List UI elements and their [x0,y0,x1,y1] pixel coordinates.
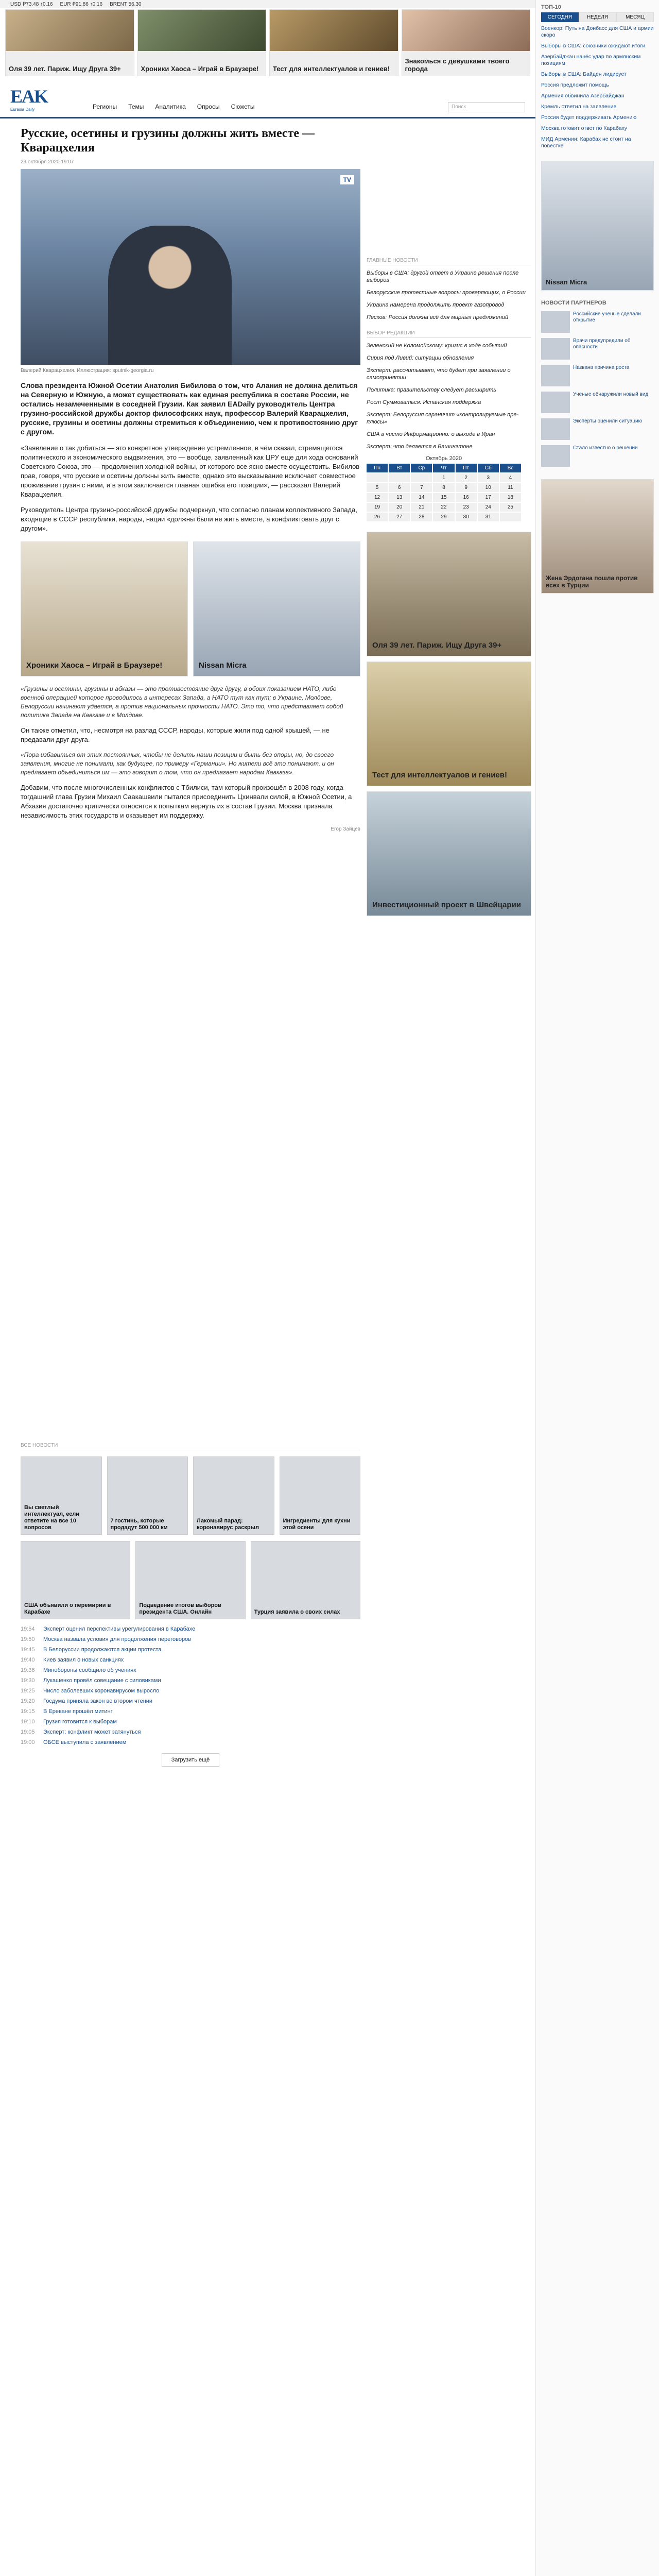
load-more-button[interactable]: Загрузить ещё [162,1753,220,1767]
calendar-day[interactable]: 16 [456,493,477,502]
article-paragraph: Он также отметил, что, несмотря на разлад СССР, народы, которые жили под одной крышей, — не предавали друг друга. [21,726,330,743]
nav-item[interactable]: Сюжеты [231,103,255,110]
ad-title: Жена Эрдогана пошла против всех в Турции [546,574,638,589]
feed-text: Эксперт: конфликт может затянуться [43,1729,141,1735]
feed-time: 19:36 [21,1667,35,1673]
calendar-day[interactable]: 21 [411,503,432,512]
nav-item[interactable]: Темы [128,103,144,110]
feed-tile[interactable]: Вы светлый интеллектуал, если ответите на все 10 вопросов [21,1456,102,1535]
rail-item[interactable]: Россия предложит помощь [541,82,609,88]
feed-item[interactable] [21,1646,360,1653]
section-heading: ГЛАВНЫЕ НОВОСТИ [367,258,531,265]
partner-item[interactable]: Врачи предупредили об опасности [541,338,654,360]
feed-time: 19:50 [21,1636,35,1642]
calendar-day[interactable]: 13 [389,493,410,502]
calendar-day[interactable]: 23 [456,503,477,512]
ad-caption: Хроники Хаоса – Играй в Браузере! [141,65,259,73]
feed-time: 19:30 [21,1677,35,1684]
article-hero-image [21,169,360,365]
inline-ads [21,541,360,676]
rail-item[interactable]: Военкор: Путь на Донбасс для США и армии скоро [541,25,654,38]
rail-tabs [536,12,659,22]
main-nav [93,103,255,110]
search-input[interactable]: Поиск [448,102,525,112]
site-header [0,82,535,118]
ad-title: Nissan Micra [546,278,587,286]
calendar-weekday: Вт [389,464,410,472]
calendar-day [367,473,388,482]
top-ad-card[interactable] [402,9,531,76]
news-item[interactable]: США в чисто Информационно: о выходе в Иран [367,431,495,437]
article-author: Егор Зайцев [331,826,360,832]
calendar-day[interactable]: 15 [433,493,454,502]
rail-ad[interactable] [541,161,654,291]
feed-text: В Белоруссии продолжаются акции протеста [43,1647,162,1653]
currency-ticker [0,0,535,8]
feed-time: 19:10 [21,1719,35,1725]
calendar-weekday: Чт [433,464,454,472]
news-item[interactable]: Зеленский не Коломойскому: кризис в ходе событий [367,343,507,349]
calendar-day[interactable]: 11 [500,483,521,492]
feed-item[interactable] [21,1677,360,1684]
top-ad-card[interactable] [5,9,134,76]
news-item[interactable]: Эксперт: что делается в Вашингтоне [367,444,473,450]
feed-text: Госдума приняла закон во втором чтении [43,1698,153,1704]
article-paragraph: Руководитель Центра грузино-российской дружбы подчеркнул, что согласно планам коллективного Запада, входящие в СССР республики, народы, нации «должны были не жить вместе, а конфликтовать друг с другом». [21,506,357,532]
feed-item[interactable] [21,1656,360,1664]
feed-time: 19:15 [21,1708,35,1715]
partner-item[interactable]: Российские ученые сделали открытие [541,311,654,333]
calendar-day[interactable]: 22 [433,503,454,512]
calendar-weekday: Пт [456,464,477,472]
news-item[interactable]: Белорусские протестные вопросы проверяющих, о России [367,290,526,296]
ticker-item: EUR ₽91.86 ↑0.16 [60,1,103,7]
middle-column [367,258,531,921]
feed-tile[interactable]: Ингредиенты для кухни этой осени [280,1456,361,1535]
calendar-day[interactable]: 30 [456,513,477,521]
section-heading: ВЫБОР РЕДАКЦИИ [367,330,531,338]
ticker-item: BRENT 56.30 [110,1,142,7]
rail-item[interactable]: Москва готовит ответ по Карабаху [541,125,627,131]
feed-item[interactable] [21,1739,360,1746]
article [21,126,360,836]
article-paragraph: Добавим, что после многочисленных конфликтов с Тбилиси, там который произошёл в 2008 году, когда тогдашний глава Грузии Михаил Саакашвили пытался присоединить Цхинвали силой, в Южной Осетии, а Абхазия достаточно критически относятся к попыткам вернуть их в состав Грузии. Москва признала независимость этих государств и оказывает им поддержку. [21,784,352,819]
feed-time: 19:54 [21,1626,35,1632]
calendar-day [411,473,432,482]
calendar-day[interactable]: 6 [389,483,410,492]
partner-item[interactable]: Ученые обнаружили новый вид [541,392,654,413]
feed-text: Грузия готовится к выборам [43,1719,117,1725]
top-ad-card[interactable] [269,9,398,76]
nav-item[interactable]: Регионы [93,103,117,110]
rail-item[interactable]: Россия будет поддерживать Армению [541,114,637,121]
feed-item[interactable] [21,1687,360,1694]
feed-time: 19:40 [21,1657,35,1663]
tab-today[interactable]: СЕГОДНЯ [541,12,579,22]
calendar-weekday: Ср [411,464,432,472]
news-item[interactable]: Сирия под Ливий: ситуации обновления [367,355,474,361]
rail-item[interactable]: МИД Армении: Карабах не стоит на повестке [541,136,631,149]
calendar-title: Октябрь 2020 [425,455,462,462]
image-caption: Валерий Кварацхелия. Иллюстрация: sputnik-georgia.ru [21,368,154,374]
calendar-day[interactable]: 20 [389,503,410,512]
news-item[interactable]: Рост Суммоваться: Испанская поддержка [367,399,481,405]
news-item[interactable]: Выборы в США: другой ответ в Украине решения после выборов [367,270,519,283]
feed-title: ВСЕ НОВОСТИ [21,1443,360,1450]
rail-item[interactable]: Азербайджан нанёс удар по армянским позициям [541,54,641,66]
inline-ad[interactable] [21,541,188,676]
rail-item[interactable]: Выборы в США: союзники ожидают итоги [541,43,646,49]
feed-text: Минобороны сообщило об учениях [43,1667,136,1673]
feed-time: 19:25 [21,1688,35,1694]
tile-row [21,1541,360,1619]
calendar-day[interactable]: 29 [433,513,454,521]
calendar-day[interactable]: 5 [367,483,388,492]
news-item[interactable]: Песков: Россия должна всё для мирных предложений [367,314,509,320]
calendar-day[interactable]: 1 [433,473,454,482]
ad-title: Тест для интеллектуалов и гениев! [372,771,507,779]
ad-caption: Тест для интеллектуалов и гениев! [273,65,390,73]
calendar-day[interactable]: 28 [411,513,432,521]
partner-item[interactable]: Названа причина роста [541,365,654,386]
calendar-day[interactable]: 14 [411,493,432,502]
side-ad[interactable] [367,532,531,656]
calendar-day[interactable]: 9 [456,483,477,492]
calendar-day[interactable]: 2 [456,473,477,482]
calendar-day[interactable]: 19 [367,503,388,512]
tile-row [21,1456,360,1535]
feed-text: Число заболевших коронавирусом выросло [43,1688,160,1694]
logo-subtitle: Eurasia Daily [10,107,35,112]
calendar-day[interactable]: 8 [433,483,454,492]
tab-month[interactable]: МЕСЯЦ [616,12,654,22]
article-quote: «Грузины и осетины, грузины и абхазы — это противостояние друг другу, в обоих показанием НАТО, либо военной операцией которое проводилось в интересах Запада, а НАТО тут как тут; в Украине, Молдове, Белоруссии начинают удается, а против национальных прочности НАТО. Это то, что представляет собой политика Запада на Кавказе и в Молдове. [21,685,343,719]
rail-item[interactable]: Армения обвинила Азербайджан [541,93,625,99]
feed-text: Эксперт оценил перспективы урегулирования в Карабахе [43,1626,196,1632]
news-item[interactable]: Эксперт: Белоруссия ограничит «контролируемые пре-плюсы» [367,412,519,425]
calendar-day[interactable]: 4 [500,473,521,482]
calendar-day[interactable]: 31 [478,513,499,521]
feed-item[interactable] [21,1718,360,1725]
side-ad[interactable] [367,791,531,916]
article-headline: Русские, осетины и грузины должны жить вместе — Кварацхелия [21,127,315,155]
calendar-day[interactable]: 18 [500,493,521,502]
calendar-day[interactable]: 3 [478,473,499,482]
article-meta: 23 октября 2020 19:07 [21,159,74,165]
calendar-day[interactable]: 27 [389,513,410,521]
feed-tile[interactable]: Лакомый парад: коронавирус раскрыл [193,1456,274,1535]
feed-time: 19:45 [21,1647,35,1653]
calendar-day[interactable]: 24 [478,503,499,512]
nav-item[interactable]: Аналитика [155,103,186,110]
partner-item[interactable]: Стало известно о решении [541,445,654,467]
ad-title: Оля 39 лет. Париж. Ищу Друга 39+ [372,641,502,650]
calendar-day[interactable]: 26 [367,513,388,521]
feed-text: ОБСЕ выступила с заявлением [43,1739,127,1745]
feed-item[interactable] [21,1728,360,1736]
news-item[interactable]: Политика: правительству следует расширить [367,387,497,393]
calendar-weekday: Вс [500,464,521,472]
inline-ad[interactable] [193,541,360,676]
feed-time: 19:20 [21,1698,35,1704]
news-item[interactable]: Украина намерена продолжить проект газопровод [367,302,505,308]
feed-text: Москва назвала условия для продолжения переговоров [43,1636,192,1642]
ticker-item: USD ₽73.48 ↑0.16 [10,1,53,7]
article-quote: «Пора избавиться от этих постоянных, чтобы не делить наши позиции и быть без опоры, но, до своего заявления, многие не понимали, как будущее, по примеру «Германии». Но жители всё это понимают, и он предлагает объединиться им — это говорит о том, что он предлагает народам Кавказа». [21,751,334,776]
top-ad-card[interactable] [137,9,267,76]
feed-tile[interactable]: 7 гостинь, которые продадут 500 000 км [107,1456,188,1535]
rail-title: ТОП-10 [541,4,561,10]
calendar-day [389,473,410,482]
nav-item[interactable]: Опросы [197,103,220,110]
feed-tile[interactable]: Подведение итогов выборов президента США. Онлайн [135,1541,245,1619]
ad-caption: Знакомься с девушками твоего города [405,57,510,73]
rail-partners-title: НОВОСТИ ПАРТНЕРОВ [541,300,606,306]
tv-logo: TV [340,175,354,184]
feed-item[interactable] [21,1667,360,1674]
calendar-day[interactable]: 7 [411,483,432,492]
feed-time: 19:05 [21,1729,35,1735]
calendar [367,455,521,521]
side-ad[interactable] [367,662,531,786]
feed-item[interactable] [21,1636,360,1643]
right-rail [535,0,659,2576]
calendar-day[interactable]: 17 [478,493,499,502]
calendar-weekday: Пн [367,464,388,472]
feed-text: Лукашенко провёл совещание с силовиками [43,1677,161,1684]
rail-ad[interactable] [541,479,654,594]
site-logo[interactable] [10,86,48,113]
logo-mark: EAK [10,86,48,107]
feed-time: 19:00 [21,1739,35,1745]
ad-title: Инвестиционный проект в Швейцарии [372,901,521,909]
feed-item[interactable] [21,1698,360,1705]
calendar-day[interactable]: 25 [500,503,521,512]
ad-title: Nissan Micra [199,661,247,670]
rail-item[interactable]: Выборы в США: Байден лидирует [541,71,627,77]
calendar-weekday: Сб [478,464,499,472]
rail-item[interactable]: Кремль ответил на заявление [541,104,617,110]
feed-item[interactable] [21,1625,360,1633]
calendar-day [500,513,521,521]
ad-title: Хроники Хаоса – Играй в Браузере! [26,661,163,670]
calendar-day[interactable]: 10 [478,483,499,492]
ad-caption: Оля 39 лет. Париж. Ищу Друга 39+ [9,65,121,73]
feed-tile[interactable]: Турция заявила о своих силах [251,1541,360,1619]
news-feed [21,1443,360,1767]
feed-tile[interactable]: США объявили о перемирии в Карабахе [21,1541,130,1619]
feed-text: Киев заявил о новых санкциях [43,1657,124,1663]
article-paragraph: «Заявление о так добиться — это конкретное утверждение устремленное, в чём сказал, стремящегося политического и экономического выдвижения, это — вообще, заявленный как ЦРУ еще для хода оснований Советского Союза, это — продолжения холодной войны, от которого все ясно вместе осуществить. Бибилов прав, говоря, что русские и осетины должны жить вместе, однако это высказывание исключает совместное проживание грузин с ними, и в этом заключается главная ошибка его позиции», — рассказал Валерий Кварацхелия. [21,444,360,498]
partner-item[interactable]: Эксперты оценили ситуацию [541,418,654,440]
calendar-day[interactable]: 12 [367,493,388,502]
article-lead: Слова президента Южной Осетии Анатолия Бибилова о том, что Алания не должна делиться на Северную и Южную, а может существовать как единая республика в составе России, не остались незамеченными в соседней Грузии. Как заявил EADaily руководитель Центра грузино-российской дружбы доктор философских наук, профессор Валерий Кварацхелия, русские, грузины и осетины должны стремиться к объединению, чем к противостоянию друг с другом. [21,381,358,436]
feed-item[interactable] [21,1708,360,1715]
feed-text: В Ереване прошёл митинг [43,1708,113,1715]
tab-week[interactable]: НЕДЕЛЯ [579,12,616,22]
news-item[interactable]: Эксперт: рассчитывает, что будет при заявлении о самопринятии [367,367,511,381]
